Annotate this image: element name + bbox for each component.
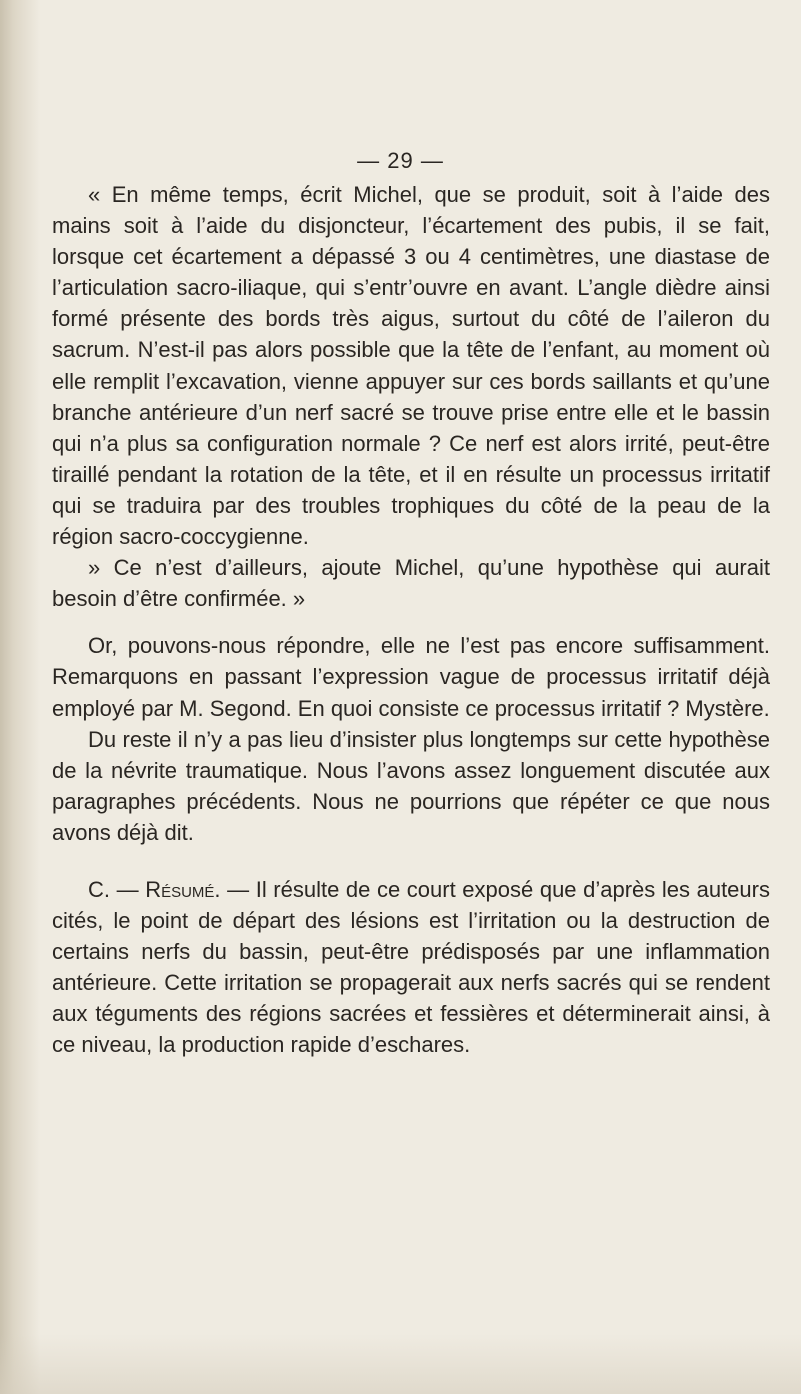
- paragraph-hypothesis: Du reste il n’y a pas lieu d’insister plus longtemps sur cette hypothèse de la névrite traumatique. Nous l’avons assez longuement discutée aux paragraphes précédents. Nous ne pourrions que répéter ce que nous avons déjà dit.: [52, 726, 770, 845]
- paragraph-quote-end: » Ce n’est d’ailleurs, ajoute Michel, qu’une hypothèse qui aurait besoin d’être confirmée. »: [52, 555, 770, 612]
- page-bottom-shadow: [0, 1334, 801, 1394]
- page-body: [52, 179, 770, 1061]
- section-summary: [52, 874, 770, 1061]
- section-label: C. —: [88, 876, 139, 902]
- section-title: Résumé.: [145, 876, 221, 902]
- page-edge-shadow: [0, 0, 40, 1394]
- paragraph-response: Or, pouvons-nous répondre, elle ne l’est pas encore suffisamment. Remarquons en passant l’expression vague de processus irritatif déjà employé par M. Segond. En quoi consiste ce processus irritatif ? Mystère.: [52, 633, 770, 721]
- page-number: — 29 —: [357, 148, 444, 173]
- section-text: — Il résulte de ce court exposé que d’après les auteurs cités, le point de départ des lésions est l’irritation ou la destruction de certains nerfs du bassin, peut-être prédisposés par une inflammation antérieure. Cette irritation se propagerait aux nerfs sacrés qui se rendent aux téguments des régions sacrées et fessières et déterminerait ainsi, à ce niveau, la production rapide d’eschares.: [52, 876, 770, 1058]
- paragraph-quote-michel: « En même temps, écrit Michel, que se produit, soit à l’aide des mains soit à l’aide du disjoncteur, l’écartement des pubis, il se fait, lorsque cet écartement a dépassé 3 ou 4 centimètres, une diastase de l’articulation sacro-iliaque, qui s’entr’ouvre en avant. L’angle dièdre ainsi formé présente des bords très aigus, surtout du côté de l’aileron du sacrum. N’est-il pas alors possible que la tête de l’enfant, au moment où elle remplit l’excavation, vienne appuyer sur ces bords saillants et qu’une branche antérieure d’un nerf sacré se trouve prise entre elle et le bassin qui n’a plus sa configuration normale ? Ce nerf est alors irrité, peut-être tiraillé pendant la rotation de la tête, et il en résulte un processus irritatif qui se traduira par des troubles trophiques du côté de la peau de la région sacro-coccygienne.: [52, 182, 770, 550]
